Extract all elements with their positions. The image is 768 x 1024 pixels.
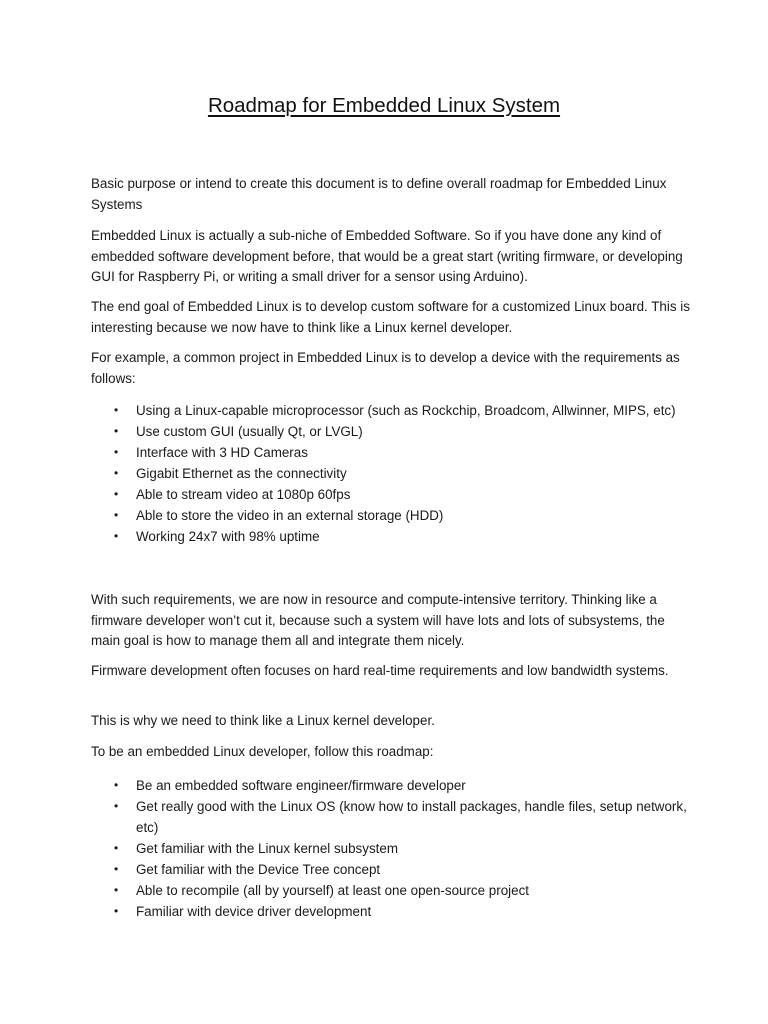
bullet-icon: • bbox=[114, 799, 119, 813]
firmware-paragraph: Firmware development often focuses on hard real-time requirements and low bandwidth systems. bbox=[91, 663, 669, 678]
list-item-text: Use custom GUI (usually Qt, or LVGL) bbox=[136, 424, 363, 439]
bullet-icon: • bbox=[114, 508, 119, 522]
roadmap-list bbox=[91, 775, 691, 922]
end-goal-paragraph: The end goal of Embedded Linux is to develop custom software for a customized Linux board. This is interesting because we now have to think like a Linux kernel developer. bbox=[91, 299, 690, 335]
list-item bbox=[91, 463, 691, 484]
list-item-text: Get familiar with the Linux kernel subsystem bbox=[136, 841, 398, 856]
list-item bbox=[91, 880, 691, 901]
list-item bbox=[91, 901, 691, 922]
bullet-icon: • bbox=[114, 862, 119, 876]
bullet-icon: • bbox=[114, 841, 119, 855]
bullet-icon: • bbox=[114, 904, 119, 918]
list-item bbox=[91, 400, 691, 421]
list-item-text: Familiar with device driver development bbox=[136, 904, 372, 919]
list-item bbox=[91, 421, 691, 442]
list-item bbox=[91, 859, 691, 880]
requirements-list bbox=[91, 400, 691, 547]
bullet-icon: • bbox=[114, 778, 119, 792]
list-item-text: Able to store the video in an external storage (HDD) bbox=[136, 508, 444, 523]
bullet-icon: • bbox=[114, 424, 119, 438]
document-title: Roadmap for Embedded Linux System bbox=[207, 94, 561, 117]
list-item bbox=[91, 775, 691, 796]
list-item-text: Interface with 3 HD Cameras bbox=[136, 445, 308, 460]
example-paragraph: For example, a common project in Embedded Linux is to develop a device with the requirements as follows: bbox=[91, 350, 680, 386]
list-item bbox=[91, 526, 691, 547]
list-item bbox=[91, 442, 691, 463]
list-item-text: Working 24x7 with 98% uptime bbox=[136, 529, 320, 544]
bullet-icon: • bbox=[114, 445, 119, 459]
bullet-icon: • bbox=[114, 403, 119, 417]
requirements-paragraph: With such requirements, we are now in resource and compute-intensive territory. Thinking like a firmware developer won’t cut it, because such a system will have lots and lots of subsystems, the main goal is how to manage them all and integrate them nicely. bbox=[91, 592, 665, 649]
list-item-text: Able to stream video at 1080p 60fps bbox=[136, 487, 351, 502]
list-item bbox=[91, 505, 691, 526]
bullet-icon: • bbox=[114, 883, 119, 897]
bullet-icon: • bbox=[114, 529, 119, 543]
list-item-text: Get familiar with the Device Tree concept bbox=[136, 862, 381, 877]
list-item bbox=[91, 484, 691, 505]
list-item bbox=[91, 838, 691, 859]
intro-paragraph: Basic purpose or intend to create this document is to define overall roadmap for Embedded Linux Systems bbox=[91, 176, 667, 212]
embedded-linux-paragraph: Embedded Linux is actually a sub-niche of Embedded Software. So if you have done any kind of embedded software development before, that would be a great start (writing firmware, or developing GUI for Raspberry Pi, or writing a small driver for a sensor using Arduino). bbox=[91, 228, 683, 285]
list-item-text: Using a Linux-capable microprocessor (such as Rockchip, Broadcom, Allwinner, MIPS, etc) bbox=[136, 403, 676, 418]
list-item-text: Able to recompile (all by yourself) at least one open-source project bbox=[136, 883, 529, 898]
bullet-icon: • bbox=[114, 466, 119, 480]
list-item bbox=[91, 796, 691, 838]
kernel-developer-paragraph: This is why we need to think like a Linux kernel developer. bbox=[91, 713, 435, 728]
list-item-text: Get really good with the Linux OS (know how to install packages, handle files, setup network, etc) bbox=[136, 799, 687, 835]
list-item-text: Be an embedded software engineer/firmware developer bbox=[136, 778, 466, 793]
list-item-text: Gigabit Ethernet as the connectivity bbox=[136, 466, 347, 481]
bullet-icon: • bbox=[114, 487, 119, 501]
roadmap-intro-paragraph: To be an embedded Linux developer, follow this roadmap: bbox=[91, 744, 434, 759]
